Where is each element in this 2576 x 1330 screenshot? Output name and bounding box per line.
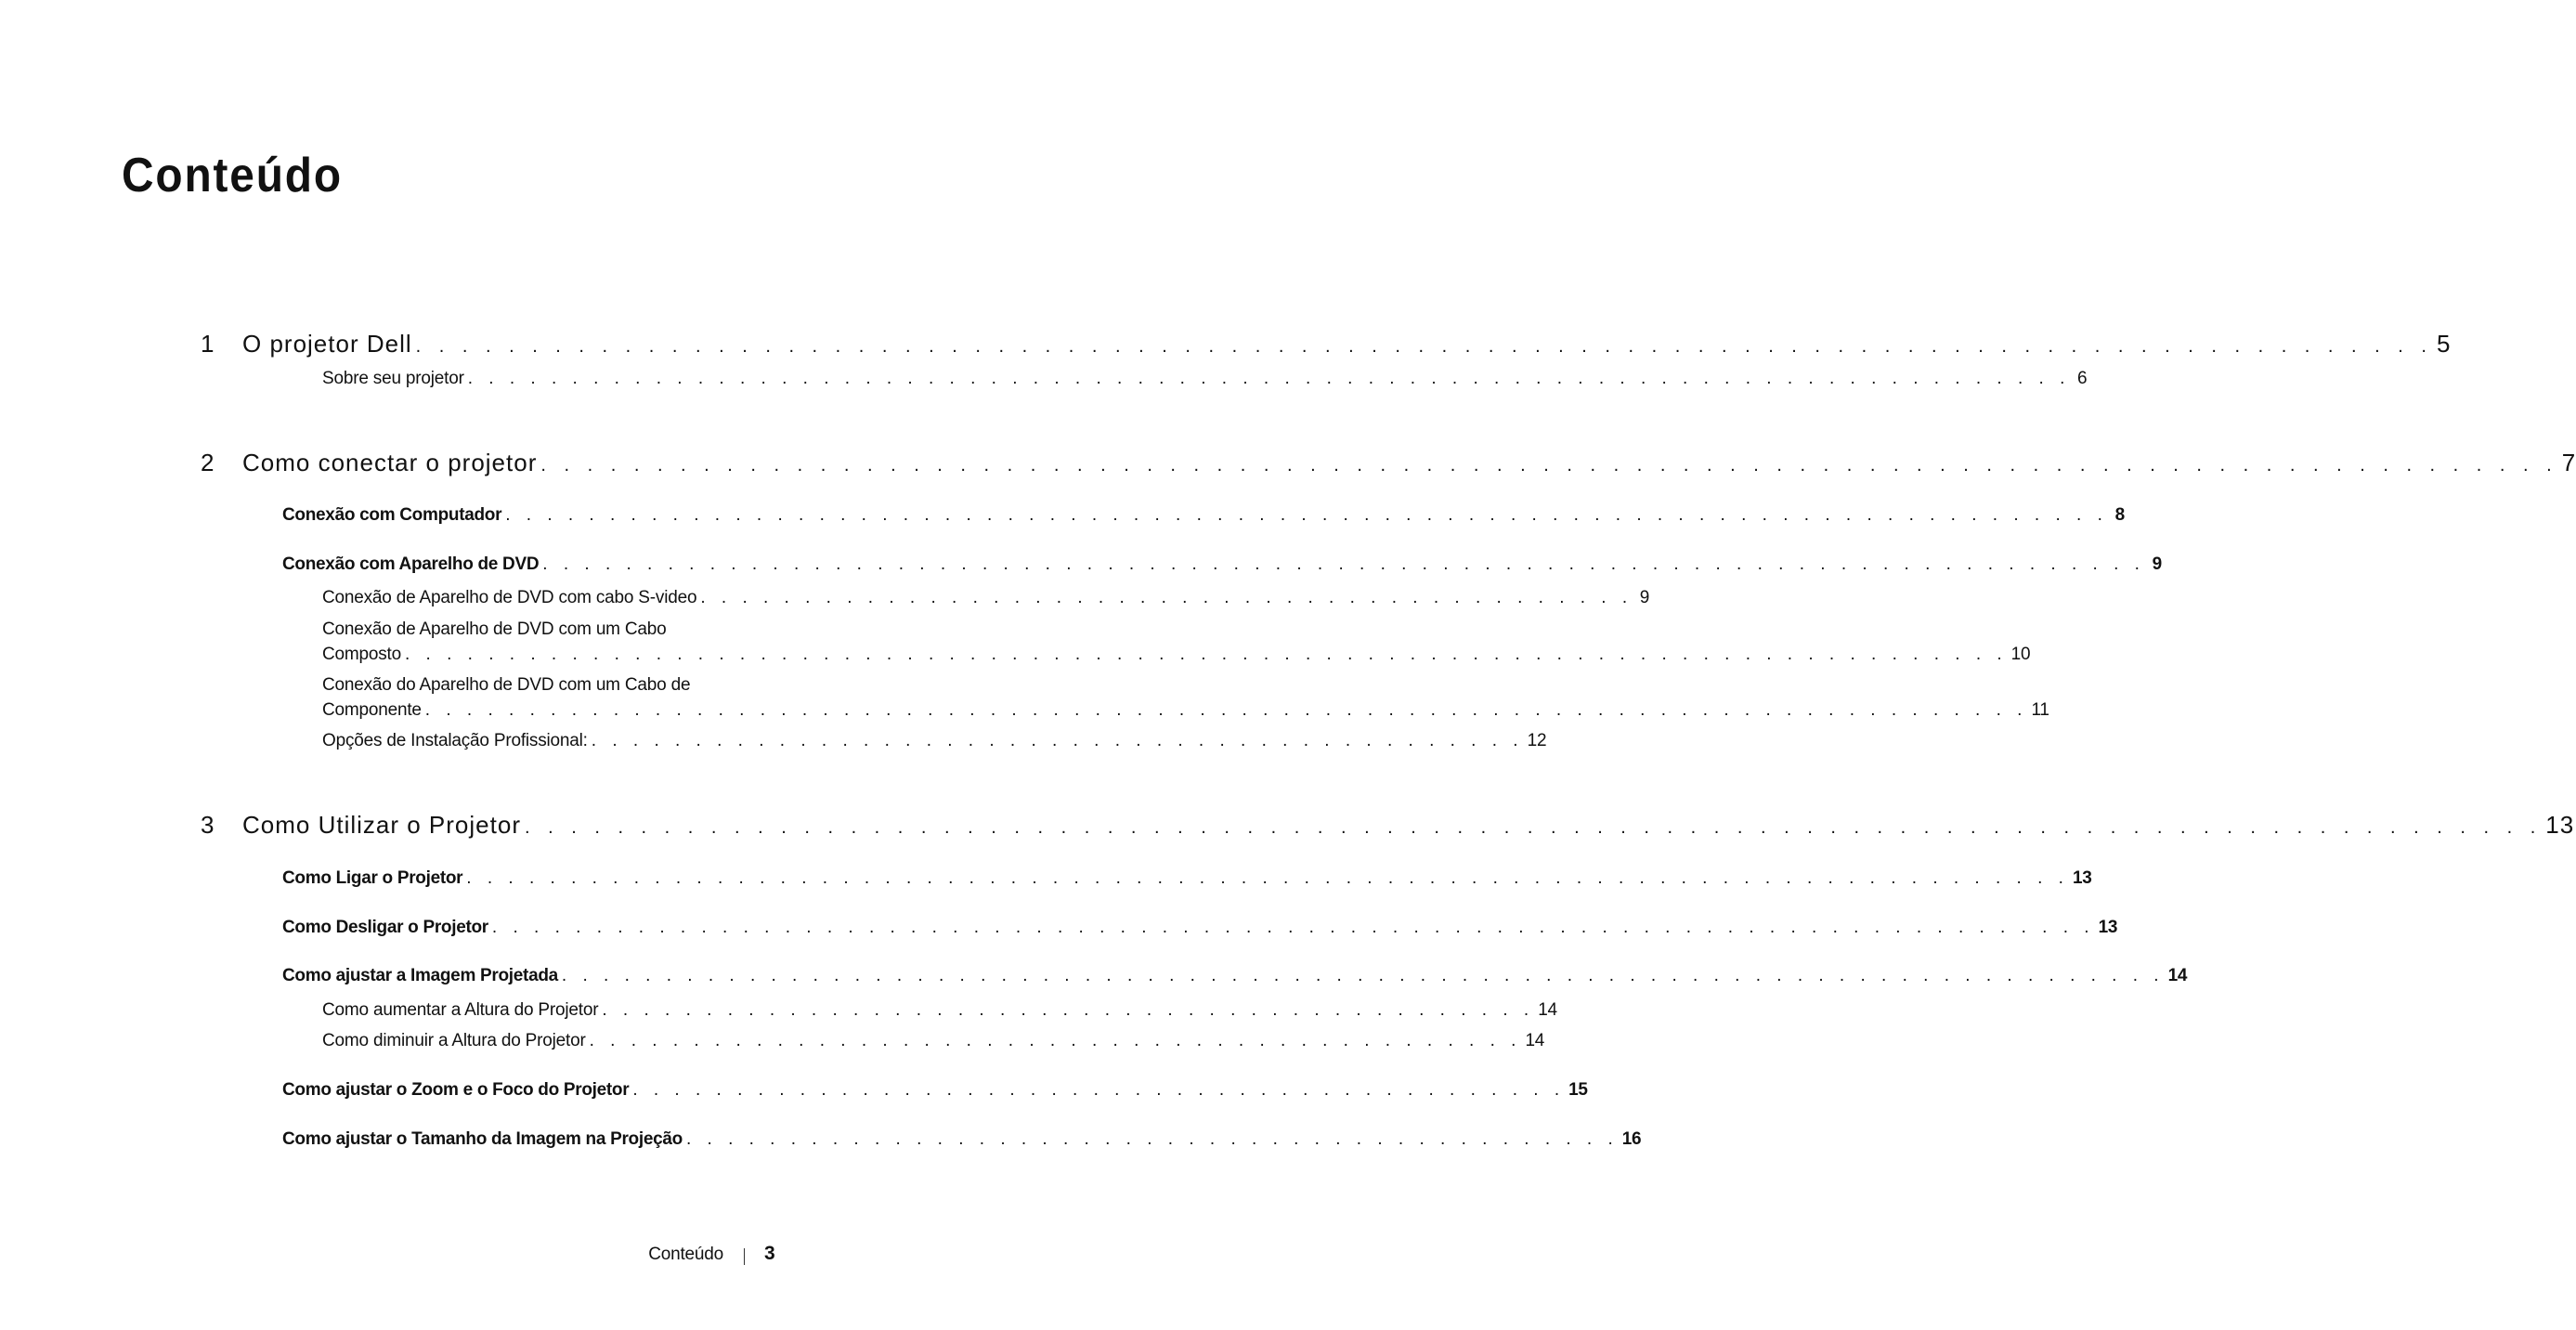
toc-page-number: 10 [2010,645,2031,664]
dot-leader: . . . . . . . . . . . . . . . . . . . . . . . . . . . . . . . . . . . . . . . . . . . . . . . . . . . . . . . . . . . . . . . . . . . . . . . . . . . . . [561,966,2165,985]
toc-page-number: 13 [2545,811,2575,839]
toc-chapter-title: Como conectar o projetor [242,449,538,476]
toc-page-number: 13 [2072,868,2092,888]
toc-section[interactable] [282,918,2118,938]
toc-section-title: Como ajustar o Zoom e o Foco do Projetor [282,1080,630,1100]
toc-chapter-3[interactable] [242,811,2575,840]
footer-separator [744,1248,745,1265]
dot-leader: . . . . . . . . . . . . . . . . . . . . . . . . . . . . . . . . . . . . . . . . . . . . . [602,1000,1535,1020]
toc-page-number: 16 [1621,1129,1642,1149]
toc-subsection[interactable] [322,700,2049,721]
toc-subsection[interactable] [322,1000,1557,1021]
toc-section-title: Como ajustar o Tamanho da Imagem na Projeção [282,1129,683,1149]
toc-subsection[interactable] [322,588,1650,608]
toc-subsection-title: Opções de Instalação Profissional: [322,731,588,750]
toc-section[interactable] [282,505,2125,526]
toc-chapter-1[interactable] [242,330,2452,359]
toc-section[interactable] [282,1129,1642,1150]
toc-subsection-title-line1[interactable]: Conexão de Aparelho de DVD com um Cabo [322,619,667,639]
toc-chapter-title: O projetor Dell [242,330,412,358]
dot-leader: . . . . . . . . . . . . . . . . . . . . . . . . . . . . . . . . . . . . . . . . . . . . . . . . . . . . . . . . . . . . . . . . . . . . . . . . . . . . . . . . . . . . . . . [524,817,2543,838]
toc-subsection-title: Sobre seu projetor [322,369,464,388]
toc-page-number: 11 [2031,700,2049,720]
chapter-number: 3 [201,811,215,839]
dot-leader: . . . . . . . . . . . . . . . . . . . . . . . . . . . . . . . . . . . . . . . . . . . . . [685,1129,1619,1149]
toc-page-number: 8 [2114,505,2125,525]
toc-subsection-title-line1[interactable]: Conexão do Aparelho de DVD com um Cabo de [322,675,691,695]
footer-label: Conteúdo [648,1245,723,1264]
page-title: Conteúdo [122,149,343,202]
toc-page-number: 9 [1639,588,1650,607]
toc-chapter-title: Como Utilizar o Projetor [242,811,521,839]
page-footer [0,1241,886,1271]
toc-chapter-2[interactable] [242,449,2576,477]
chapter-number: 2 [201,449,215,476]
toc-section-title: Como ajustar a Imagem Projetada [282,966,558,985]
dot-leader: . . . . . . . . . . . . . . . . . . . . . . . . . . . . . . . . . . . . . . . . . . . . . [700,588,1633,607]
toc-subsection-title: Como diminuir a Altura do Projetor [322,1031,586,1050]
dot-leader: . . . . . . . . . . . . . . . . . . . . . . . . . . . . . . . . . . . . . . . . . . . . . . . . . . . . . . . . . . . . . . . . . . . . . . . . . . . . . [467,369,2071,388]
toc-section-title: Conexão com Aparelho de DVD [282,554,540,574]
dot-leader: . . . . . . . . . . . . . . . . . . . . . . . . . . . . . . . . . . . . . . . . . . . . . . . . . . . . . . . . . . . . . . . . . . . . . . . . . . . . . [505,505,2108,525]
toc-section-title: Como Ligar o Projetor [282,868,463,888]
dot-leader: . . . . . . . . . . . . . . . . . . . . . . . . . . . . . . . . . . . . . . . . . . . . . [589,1031,1522,1050]
toc-section-title: Como Desligar o Projetor [282,918,488,937]
dot-leader: . . . . . . . . . . . . . . . . . . . . . . . . . . . . . . . . . . . . . . . . . . . . . . . . . . . . . . . . . . . . . . . . . . . . . . . . . . . . . [466,868,2069,888]
toc-page-number: 7 [2561,449,2576,476]
toc-subsection-title-line2: Composto [322,645,401,664]
dot-leader: . . . . . . . . . . . . . . . . . . . . . . . . . . . . . . . . . . . . . . . . . . . . . . . . . . . . . . . . . . . . . . . . . . . . . . . . . . . . . . . . . . . . . . . [540,455,2558,476]
toc-page-number: 5 [2436,330,2452,358]
toc-section-title: Conexão com Computador [282,505,502,525]
toc-section[interactable] [282,1080,1588,1101]
toc-subsection[interactable] [322,369,2088,389]
footer-page-number: 3 [764,1243,775,1264]
toc-subsection-title: Como aumentar a Altura do Projetor [322,1000,599,1020]
dot-leader: . . . . . . . . . . . . . . . . . . . . . . . . . . . . . . . . . . . . . . . . . . . . . . . . . . . . . . . . . . . . . . . . . . . . . . . . . . . . . [405,645,2008,664]
toc-subsection[interactable] [322,731,1547,751]
dot-leader: . . . . . . . . . . . . . . . . . . . . . . . . . . . . . . . . . . . . . . . . . . . . . . . . . . . . . . . . . . . . . . . . . . . . . . . . . . . . . [542,554,2145,574]
toc-subsection[interactable] [322,645,2031,665]
toc-page-number: 12 [1527,731,1547,750]
dot-leader: . . . . . . . . . . . . . . . . . . . . . . . . . . . . . . . . . . . . . . . . . . . . . . . . . . . . . . . . . . . . . . . . . . . . . . . . . . . . . [491,918,2095,937]
dot-leader: . . . . . . . . . . . . . . . . . . . . . . . . . . . . . . . . . . . . . . . . . . . . . [632,1080,1566,1100]
toc-page-number: 14 [2167,966,2188,985]
toc-page-number: 14 [1538,1000,1557,1020]
toc-page-number: 9 [2152,554,2162,574]
dot-leader: . . . . . . . . . . . . . . . . . . . . . . . . . . . . . . . . . . . . . . . . . . . . . [591,731,1524,750]
chapter-number: 1 [201,330,215,358]
toc-page-number: 13 [2098,918,2118,937]
toc-subsection-title: Conexão de Aparelho de DVD com cabo S-video [322,588,697,607]
toc-subsection-title-line2: Componente [322,700,422,720]
dot-leader: . . . . . . . . . . . . . . . . . . . . . . . . . . . . . . . . . . . . . . . . . . . . . . . . . . . . . . . . . . . . . . . . . . . . . . . . . . . . . . . . . . . . . . . [415,336,2433,357]
dot-leader: . . . . . . . . . . . . . . . . . . . . . . . . . . . . . . . . . . . . . . . . . . . . . . . . . . . . . . . . . . . . . . . . . . . . . . . . . . . . . [424,700,2028,720]
toc-subsection[interactable] [322,1031,1545,1051]
toc-page-number: 14 [1525,1031,1545,1050]
toc-page-number: 15 [1568,1080,1588,1100]
toc-section[interactable] [282,554,2162,575]
toc-section[interactable] [282,868,2092,889]
toc-section[interactable] [282,966,2188,986]
toc-page-number: 6 [2077,369,2088,388]
